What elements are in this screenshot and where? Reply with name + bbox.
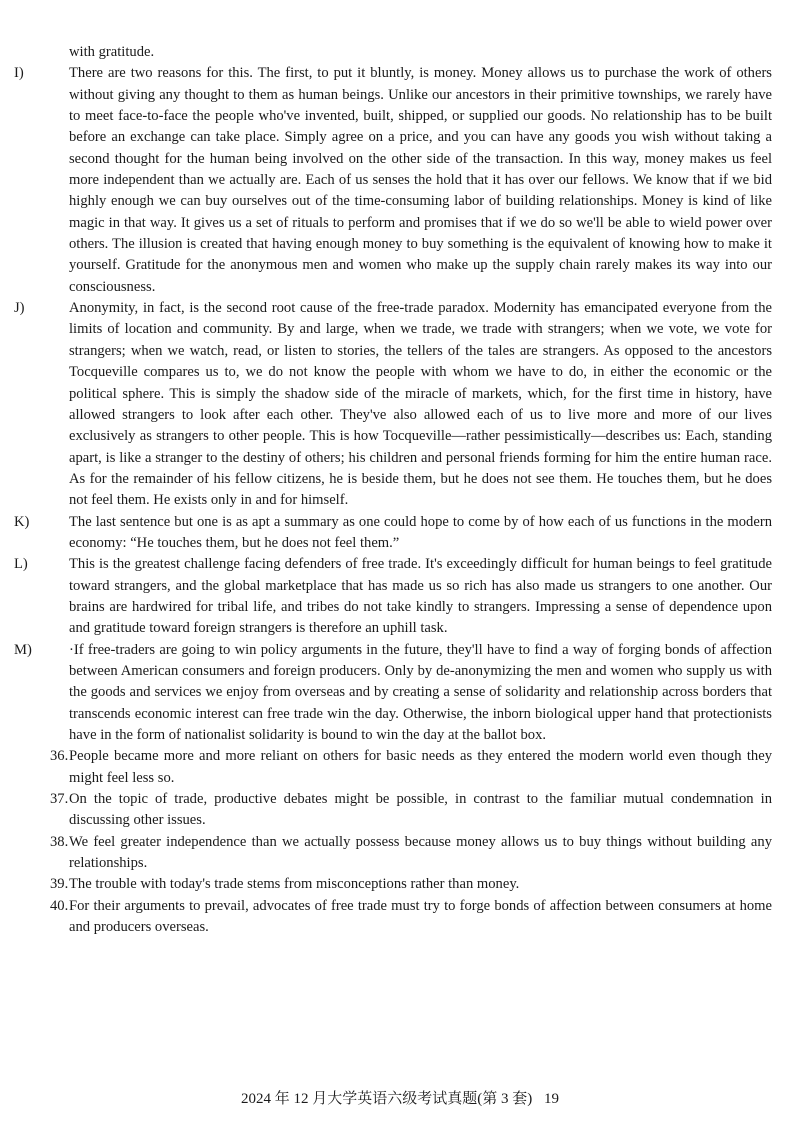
paragraph-marker: L) [14,556,28,573]
question-37 [14,789,772,832]
question-36 [14,746,772,789]
paragraph-i [14,63,772,298]
question-number: 36. [50,748,69,765]
paragraph-text: Anonymity, in fact, is the second root cause of the free-trade paradox. Modernity has emancipated everyone from the limits of location and community. By and large, when we trade, we trade with strangers; when we vote, we vote for strangers; when we watch, read, or listen to stories, the tellers of the tales are strangers. As opposed to the ancestors Tocqueville compares us to, we do not know the people with whom we have to do, in either the economic or the political sphere. This is simply the shadow side of the miracle of markets, which, for the first time in history, have allowed strangers to look after each other. They've also allowed each of us to live more and more of our lives exclusively as strangers to other people. This is how Tocqueville—rather pessimistically—describes us: Each, standing apart, is like a stranger to the destiny of others; his children and personal friends forming for him the entire human race. As for the remainder of his fellow citizens, he is beside them, but he does not see them. He touches them, but he does not feel them. He exists only in and for himself. [69,300,772,509]
paragraph-marker: K) [14,513,30,530]
paragraph-text: There are two reasons for this. The first, to put it bluntly, is money. Money allows us to purchase the work of others without giving any thought to them as human beings. Unlike our ancestors in their primitive townships, we rarely have to meet face-to-face the people who've invented, built, shipped, or supplied our goods. No relationship has to be built before an exchange can take place. Simply agree on a price, and you can have any goods you wish without taking a second thought for the human being involved on the other side of the transaction. In this way, money makes us feel more independent than we actually are. Each of us senses the hold that it has over our fellows. We know that if we bid highly enough we can buy ourselves out of the time-consuming labor of building relationships. Money is kind of like magic in that way. It gives us a set of rituals to perform and promises that if we do so we'll be able to wield power over others. The illusion is created that having enough money to buy something is the equivalent of knowing how to make it yourself. Gratitude for the anonymous men and women who make up the supply chain rarely makes its way into our consciousness. [69,65,772,295]
footer-title: 2024 年 12 月大学英语六级考试真题(第 3 套) [241,1091,533,1107]
question-number: 40. [50,897,69,914]
question-number: 37. [50,791,69,808]
question-text: For their arguments to prevail, advocates of free trade must try to forge bonds of affection between consumers at home and producers overseas. [69,897,772,936]
paragraph-marker: J) [14,300,25,317]
paragraph-marker: M) [14,641,32,658]
question-text: On the topic of trade, productive debates might be possible, in contrast to the familiar mutual condemnation in discussing other issues. [69,791,772,829]
paragraph-k [14,512,772,555]
question-text: The trouble with today's trade stems from misconceptions rather than money. [69,876,520,893]
question-text: People became more and more reliant on others for basic needs as they entered the modern world even though they might feel less so. [69,748,772,786]
question-number: 39. [50,876,69,893]
question-39 [14,874,772,895]
question-text: We feel greater independence than we actually possess because money allows us to buy things without building any relationships. [69,833,772,872]
question-40 [14,896,772,939]
passage-body [14,42,772,938]
question-number: 38. [50,833,69,850]
paragraph-m [14,640,772,747]
page-footer [0,1087,800,1108]
paragraph-text: ·If free-traders are going to win policy arguments in the future, they'll have to find a way of forging bonds of affection between American consumers and foreign producers. Only by de-anonymizing the men and women who supply us with the goods and services we enjoy from overseas and by creating a sense of solidarity and relationship across borders that transcends economic interest can free trade win the day. Otherwise, the inborn biological upper hand that protectionists have in the form of nationalist solidarity is bound to win the day at the ballot box. [69,641,772,743]
paragraph-text: The last sentence but one is as apt a summary as one could hope to come by of how each of us functions in the modern economy: “He touches them, but he does not feel them.” [69,513,772,551]
paragraph-text: This is the greatest challenge facing defenders of free trade. It's exceedingly difficult for human beings to feel gratitude toward strangers, and the global marketplace that has made us so rich has also made us strangers to one another. Our brains are hardwired for tribal life, and tribes do not take kindly to strangers. Impressing a sense of dependence upon and gratitude toward foreign strangers is therefore an uphill task. [69,556,772,637]
page-number: 19 [544,1091,559,1107]
carryover-line: with gratitude. [69,44,155,60]
paragraph-marker: I) [14,65,24,82]
paragraph-l [14,554,772,639]
question-38 [14,832,772,875]
paragraph-j [14,298,772,511]
